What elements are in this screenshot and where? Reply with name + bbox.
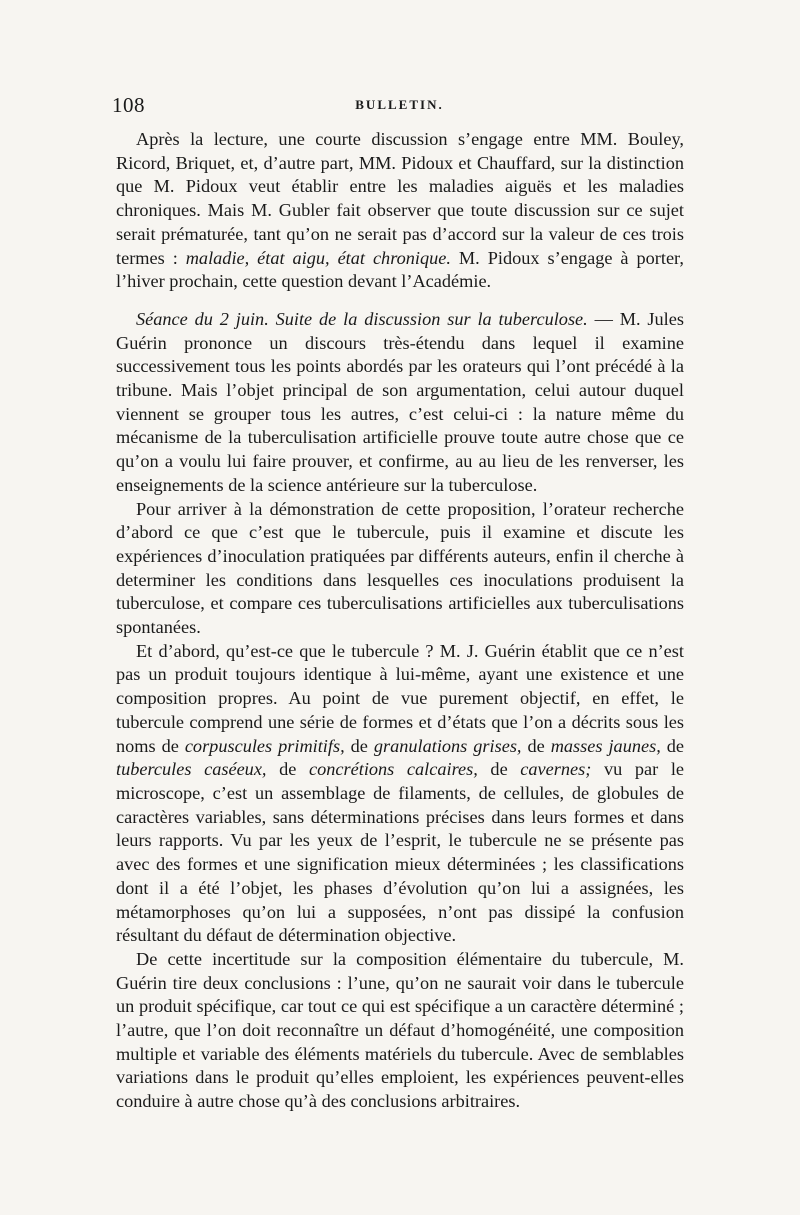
text-segment: de bbox=[521, 735, 551, 756]
paragraph bbox=[116, 308, 684, 498]
italic-text: corpuscules primitifs, bbox=[184, 735, 345, 756]
page-header bbox=[112, 93, 687, 117]
paragraph bbox=[116, 128, 684, 294]
page-number: 108 bbox=[112, 93, 145, 117]
text-segment: Après la lecture, une courte discussion s’engage entre MM. Bouley, Ricord, Briquet, et, d’autre part, MM. Pidoux et Chauffard, sur la distinction que M. Pidoux veut établir entre les maladies aiguës et les maladies chroniques. Mais M. Gubler fait observer que toute discussion sur ce sujet serait prématurée, tant qu’on ne serait pas d’accord sur la valeur de ces trois termes : bbox=[116, 129, 684, 268]
paragraph bbox=[116, 640, 684, 948]
italic-text: concrétions calcaires, bbox=[309, 759, 478, 780]
italic-text: maladie, état aigu, état chronique. bbox=[185, 247, 451, 268]
text-segment: M. Pidoux s’engage à porter, l’hiver prochain, cette question devant l’Académie. bbox=[116, 247, 684, 292]
text-segment: Et d’abord, qu’est-ce que le tubercule ? M. J. Guérin établit que ce n’est pas un produit toujours identique à lui-même, ayant une existence et une composition propres. Au point de vue purement objectif, en effet, le tubercule comprend une série de formes et d’états que l’on a décrits sous les noms de bbox=[116, 640, 684, 756]
paragraph bbox=[116, 498, 684, 640]
italic-text: tubercules caséeux, bbox=[116, 759, 267, 780]
text-segment: de bbox=[660, 735, 685, 756]
text-segment: vu par le microscope, c’est un assemblage de filaments, de cellules, de globules de caractères variables, sans déterminations précises dans leurs formes et dans leurs rapports. Vu par les yeux de l’esprit, le tubercule ne se présente pas avec des formes et une signification mieux déterminées ; les classifications dont il a été l’objet, les phases d’évolution qu’on lui a assignées, les métamorphoses qu’on lui a supposées, n’ont pas dissipé la confusion résultant du défaut de détermination objective. bbox=[116, 759, 685, 946]
text-segment: — M. Jules Guérin prononce un discours très-étendu dans lequel il examine successivement tous les points abordés par les orateurs qui l’ont précédé à la tribune. Mais l’objet principal de son argumentation, celui autour duquel viennent se grouper tous les autres, c’est celui-ci : la nature même du mécanisme de la tuberculisation artificielle prouve toute autre chose que ce qu’on a voulu lui faire prouver, et confirme, au au lieu de les renverser, les enseignements de la science antérieure sur la tuberculose. bbox=[116, 308, 684, 495]
italic-text: masses jaunes, bbox=[550, 735, 661, 756]
paragraph bbox=[116, 948, 684, 1114]
running-title: BULLETIN. bbox=[355, 97, 444, 112]
text-segment: de bbox=[344, 735, 374, 756]
text-segment: de bbox=[266, 759, 309, 780]
body-text bbox=[116, 128, 684, 1114]
italic-text: cavernes; bbox=[520, 759, 592, 780]
italic-text: Séance du 2 juin. Suite de la discussion sur la tuberculose. bbox=[136, 308, 588, 329]
text-segment: de bbox=[477, 759, 521, 780]
text-segment: Pour arriver à la démonstration de cette proposition, l’orateur recherche d’abord ce que c’est que le tubercule, puis il examine et discute les expériences d’inoculation pratiquées par différents auteurs, enfin il cherche à determiner les conditions dans lesquelles ces inoculations produisent la tuberculose, et compare ces tuberculisations artificielles aux tuberculisations spontanées. bbox=[116, 498, 684, 638]
italic-text: granulations grises, bbox=[373, 735, 522, 756]
text-segment: De cette incertitude sur la composition élémentaire du tubercule, M. Guérin tire deux conclusions : l’une, qu’on ne saurait voir dans le tubercule un produit spécifique, car tout ce qui est spécifique a un caractère déterminé ; l’autre, que l’on doit reconnaître un défaut d’homogénéité, une composition multiple et variable des éléments matériels du tubercule. Avec de semblables variations dans le produit qu’elles emploient, les expériences peuvent-elles conduire à autre chose qu’à des conclusions arbitraires. bbox=[116, 948, 684, 1112]
